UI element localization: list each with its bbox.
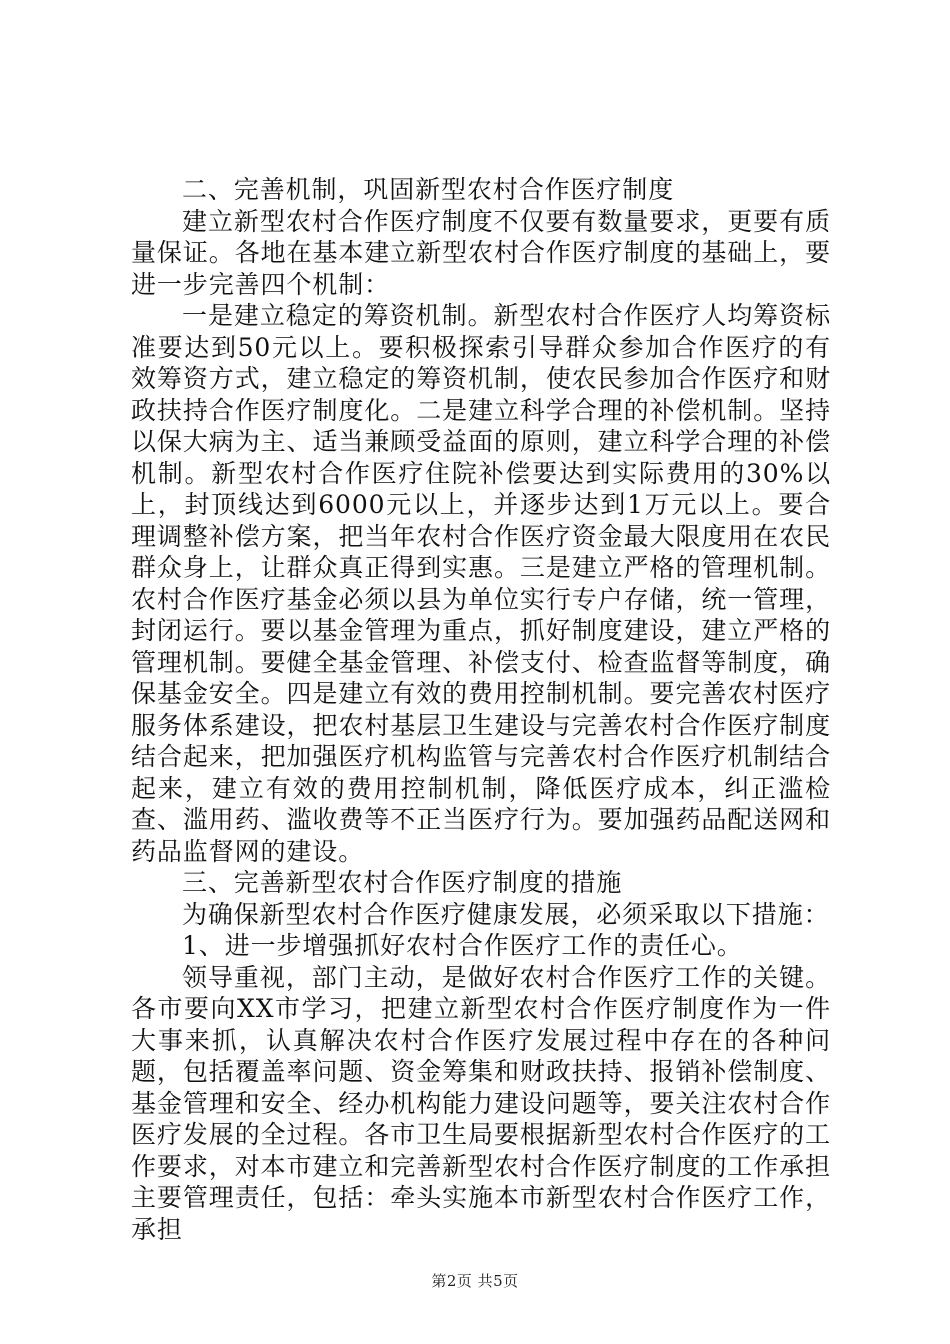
page-number-footer: 第2页 共5页 [431,1272,519,1290]
paragraph-intro: 建立新型农村合作医疗制度不仅要有数量要求，更要有质量保证。各地在基本建立新型农村合作医疗制度的基础上，要进一步完善四个机制： [131,206,831,299]
paragraph-leadership: 领导重视，部门主动，是做好农村合作医疗工作的关键。各市要向XX市学习，把建立新型农村合作医疗制度作为一件大事来抓，认真解决农村合作医疗发展过程中存在的各种问题，包括覆盖率问题、资金筹集和财政扶持、报销补偿制度、基金管理和安全、经办机构能力建设问题等，要关注农村合作医疗发展的全过程。各市卫生局要根据新型农村合作医疗的工作要求，对本市建立和完善新型农村合作医疗制度的工作承担主要管理责任，包括：牵头实施本市新型农村合作医疗工作，承担 [131,962,831,1244]
document-body [131,174,831,1245]
paragraph-measures-intro: 为确保新型农村合作医疗健康发展，必须采取以下措施： [182,899,830,929]
paragraph-mechanisms: 一是建立稳定的筹资机制。新型农村合作医疗人均筹资标准要达到50元以上。要积极探索引导群众参加合作医疗的有效筹资方式，建立稳定的筹资机制，使农民参加合作医疗和财政扶持合作医疗制度化。二是建立科学合理的补偿机制。坚持以保大病为主、适当兼顾受益面的原则，建立科学合理的补偿机制。新型农村合作医疗住院补偿要达到实际费用的30%以上，封顶线达到6000元以上，并逐步达到1万元以上。要合理调整补偿方案，把当年农村合作医疗资金最大限度用在农民群众身上，让群众真正得到实惠。三是建立严格的管理机制。农村合作医疗基金必须以县为单位实行专户存储，统一管理，封闭运行。要以基金管理为重点，抓好制度建设，建立严格的管理机制。要健全基金管理、补偿支付、检查监督等制度，确保基金安全。四是建立有效的费用控制机制。要完善农村医疗服务体系建设，把农村基层卫生建设与完善农村合作医疗制度结合起来，把加强医疗机构监管与完善农村合作医疗机制结合起来，建立有效的费用控制机制，降低医疗成本，纠正滥检查、滥用药、滥收费等不正当医疗行为。要加强药品配送网和药品监督网的建设。 [131,301,831,866]
section-heading-3: 三、完善新型农村合作医疗制度的措施 [182,868,623,897]
measure-item-1: 1、进一步增强抓好农村合作医疗工作的责任心。 [182,931,743,960]
section-heading-2: 二、完善机制，巩固新型农村合作医疗制度 [182,175,675,204]
